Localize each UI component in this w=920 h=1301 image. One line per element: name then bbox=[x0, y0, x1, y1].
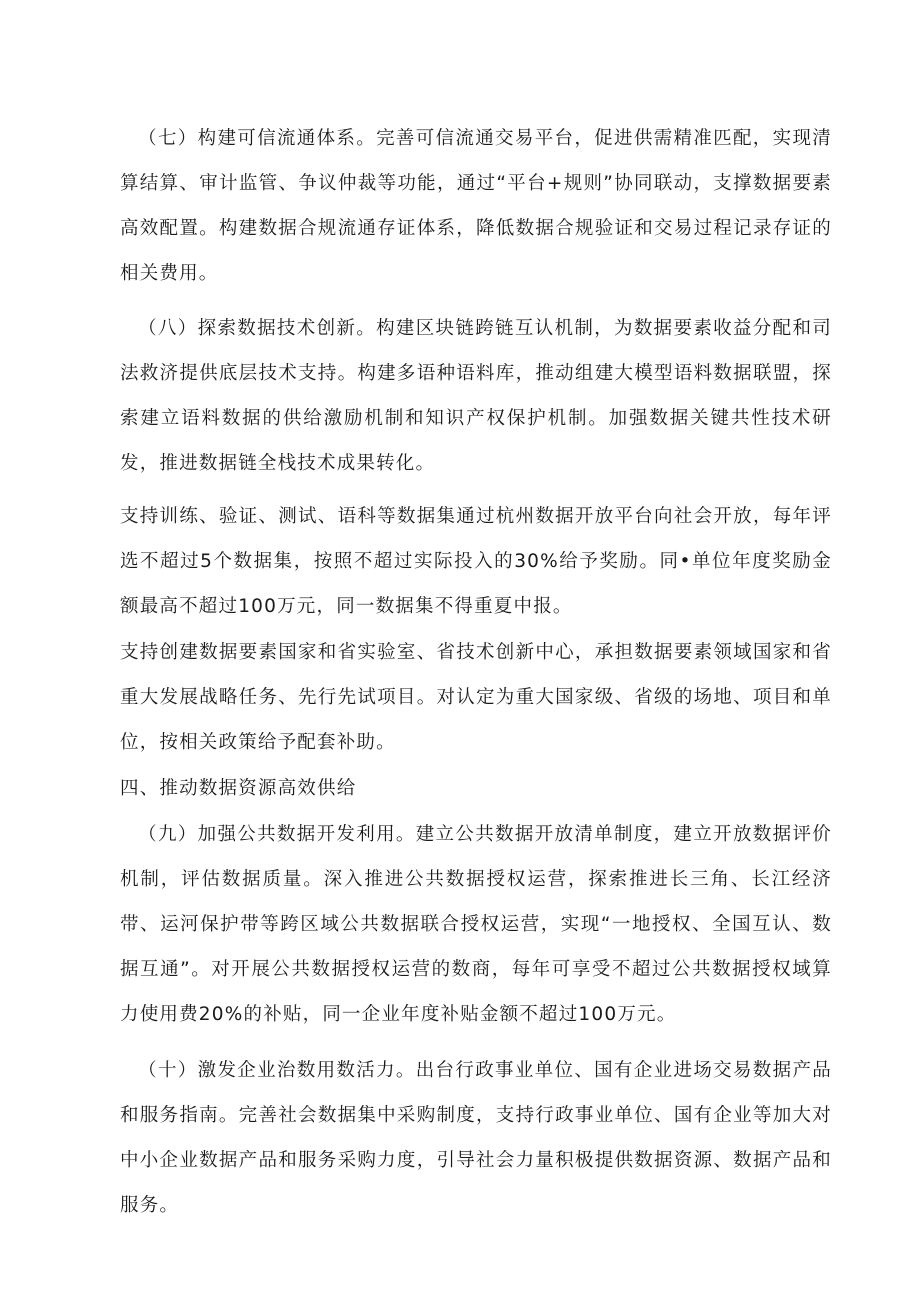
paragraph-section-7 bbox=[120, 116, 832, 296]
paragraph-text: 支持创建数据要素国家和省实验室、省技术创新中心，承担数据要素领域国家和省重大发展战略任务、先行先试项目。对认定为重大国家级、省级的场地、项目和单位，按相关政策给予配套补助。 bbox=[120, 642, 832, 753]
section-heading-4 bbox=[120, 766, 832, 811]
paragraph-text: （七）构建可信流通体系。完善可信流通交易平台，促进供需精准匹配，实现清算结算、审计监管、争议仲裁等功能，通过“平台+规则”协同联动，支撑数据要素高效配置。构建数据合规流通存证体系，降低数据合规验证和交易过程记录存证的相关费用。 bbox=[120, 128, 832, 284]
paragraph-section-9 bbox=[120, 812, 832, 1037]
paragraph-text: （九）加强公共数据开发利用。建立公共数据开放清单制度，建立开放数据评价机制，评估数据质量。深入推进公共数据授权运营，探索推进长三角、长江经济带、运河保护带等跨区域公共数据联合授权运营，实现“一地授权、全国互认、数据互通”。对开展公共数据授权运营的数商，每年可享受不超过公共数据授权域算力使用费20%的补贴，同一企业年度补贴金额不超过100万元。 bbox=[120, 824, 832, 1025]
paragraph-section-8 bbox=[120, 306, 832, 486]
paragraph-text: （十）激发企业治数用数活力。出台行政事业单位、国有企业进场交易数据产品和服务指南。完善社会数据集中采购制度，支持行政事业单位、国有企业等加大对中小企业数据产品和服务采购力度，引导社会力量积极提供数据资源、数据产品和服务。 bbox=[120, 1060, 832, 1216]
paragraph-dataset-support bbox=[120, 494, 832, 629]
paragraph-text: 支持训练、验证、测试、语科等数据集通过杭州数据开放平台向社会开放，每年评选不超过5个数据集，按照不超过实际投入的30%给予奖励。同•单位年度奖励金额最高不超过100万元，同一数据集不得重夏中报。 bbox=[120, 506, 832, 617]
paragraph-lab-support bbox=[120, 630, 832, 765]
paragraph-text: （八）探索数据技术创新。构建区块链跨链互认机制，为数据要素收益分配和司法救济提供底层技术支持。构建多语种语料库，推动组建大模型语料数据联盟，探索建立语料数据的供给激励机制和知识产权保护机制。加强数据关键共性技术研发，推进数据链全栈技术成果转化。 bbox=[120, 318, 832, 474]
paragraph-section-10 bbox=[120, 1048, 832, 1228]
heading-text: 四、推动数据资源高效供给 bbox=[120, 778, 357, 799]
